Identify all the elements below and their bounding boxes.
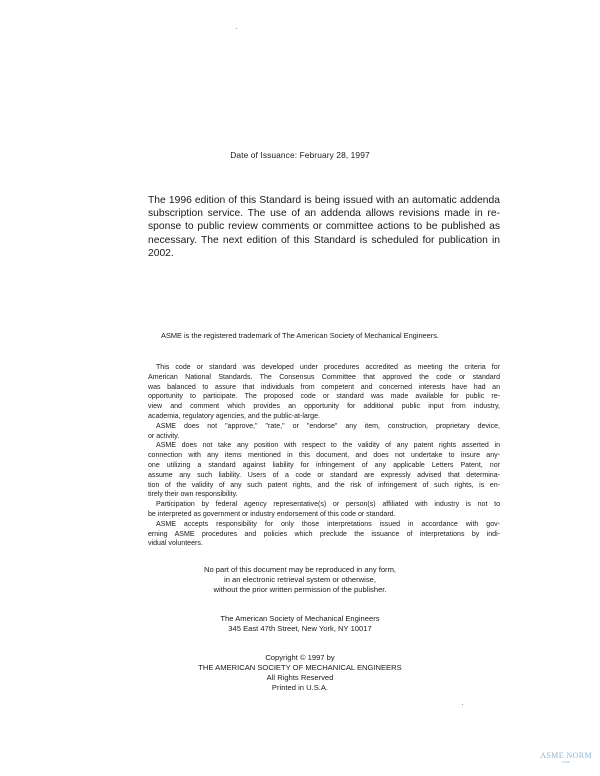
addenda-line: The 1996 edition of this Standard is being issued with an automatic addenda	[148, 195, 500, 206]
legal-line: ASME accepts responsibility for only those interpretations issued in accordance with gov-	[156, 520, 500, 528]
legal-line: Participation by federal agency representative(s) or person(s) affiliated with industry is not to	[156, 501, 500, 509]
legal-line: tirely their own responsibility.	[148, 491, 238, 499]
reproduction-notice	[0, 565, 600, 595]
legal-line: erning ASME procedures and policies which preclude the issuance of interpretations by indi-	[148, 530, 500, 538]
legal-line: American National Standards. The Consensus Committee that approved the code or standard	[148, 373, 500, 381]
printed-in: Printed in U.S.A.	[271, 683, 329, 693]
legal-line: connection with any items mentioned in this document, and does not undertake to insure any-	[148, 452, 500, 460]
legal-line: This code or standard was developed under procedures accredited as meeting the criteria for	[156, 364, 500, 371]
publisher-name: The American Society of Mechanical Engineers	[220, 614, 380, 623]
watermark-main: ASME NORM	[540, 751, 592, 760]
publisher-street: 345 East 47th Street, New York, NY 10017	[228, 624, 372, 634]
legal-line: academia, regulatory agencies, and the public-at-large.	[148, 412, 320, 420]
watermark-sub: ASME	[561, 760, 571, 764]
scan-speck	[236, 28, 237, 29]
date-of-issuance: Date of Issuance: February 28, 1997	[230, 150, 370, 160]
legal-line: one utilizing a standard against liability for infringement of any applicable Letters Patent, nor	[148, 461, 500, 469]
addenda-line: subscription service. The use of an addenda allows revisions made in re-	[148, 208, 500, 220]
addenda-line: sponse to public review comments or committee actions to be published as	[148, 221, 500, 233]
scan-speck	[462, 704, 463, 705]
legal-line: tion of the validity of any such patent rights, and the risk of infringement of such rights, is en-	[148, 481, 500, 489]
legal-line: vidual volunteers.	[148, 540, 203, 548]
legal-line: was balanced to assure that individuals from competent and concerned interests have had an	[148, 383, 500, 391]
asme-norm-watermark-logo	[540, 751, 592, 764]
reproduction-line: without the prior written permission of the publisher.	[213, 585, 387, 595]
copyright-block	[0, 653, 600, 693]
legal-line: assume any such liability. Users of a code or standard are expressly advised that determina-	[148, 471, 500, 479]
addenda-notice	[148, 194, 500, 260]
addenda-line: 2002.	[148, 247, 174, 259]
legal-line: view and comment which provides an opportunity for additional public input from industry,	[148, 403, 500, 411]
reproduction-line: No part of this document may be reproduced in any form,	[203, 565, 397, 574]
legal-line: ASME does not take any position with respect to the validity of any patent rights asserted in	[156, 442, 500, 450]
legal-line: be interpreted as government or industry endorsement of this code or standard.	[148, 510, 396, 518]
trademark-notice: ASME is the registered trademark of The American Society of Mechanical Engineers.	[161, 331, 439, 340]
addenda-line: necessary. The next edition of this Standard is scheduled for publication in	[148, 234, 500, 246]
copyright-line: Copyright © 1997 by	[265, 653, 335, 662]
legal-line: opportunity to participate. The proposed code or standard was made available for public re-	[148, 393, 500, 401]
copyright-owner: THE AMERICAN SOCIETY OF MECHANICAL ENGINEERS	[198, 663, 402, 673]
reproduction-line: in an electronic retrieval system or otherwise,	[224, 575, 376, 585]
legal-line: ASME does not "approve," "rate," or "endorse" any item, construction, proprietary device,	[156, 422, 500, 430]
publisher-address	[0, 614, 600, 634]
rights-reserved: All Rights Reserved	[266, 673, 334, 683]
legal-disclaimer	[148, 363, 500, 549]
legal-line: or activity.	[148, 432, 180, 440]
